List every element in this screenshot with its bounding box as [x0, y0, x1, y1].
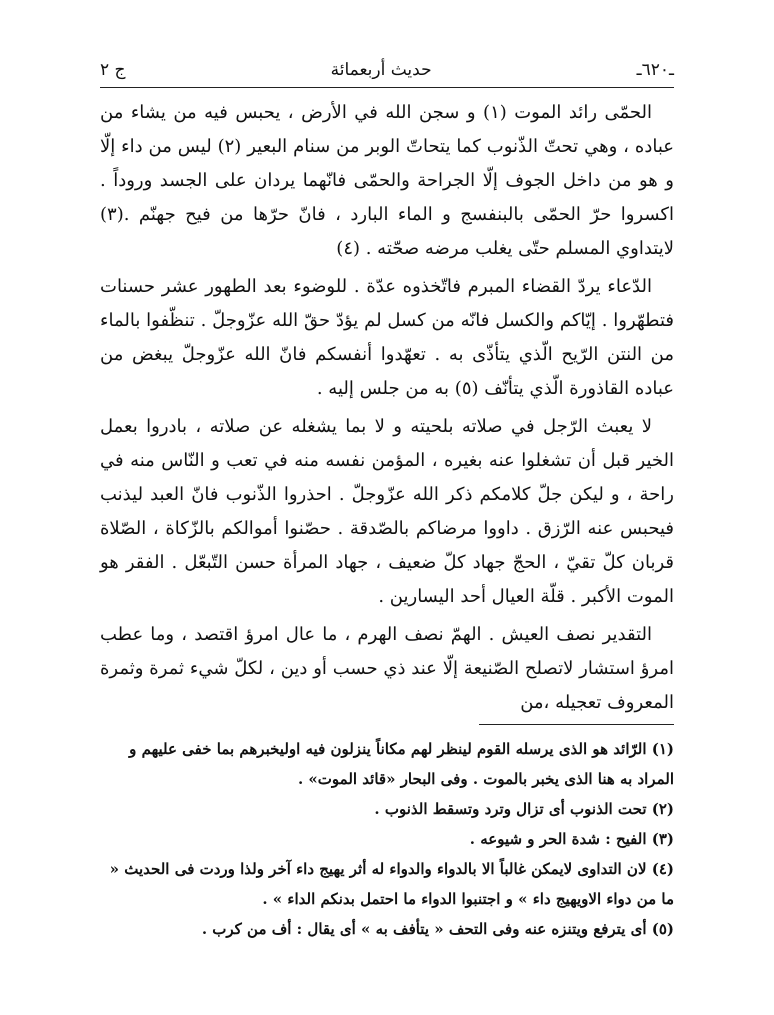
paragraph: الحمّى رائد الموت (١) و سجن الله في الأرض ، يحبس فيه من يشاء من عباده ، وهي تحتّ الذّنوب كما يتحاتّ الوبر من سنام البعير (٢) ليس من داء إلّا و هو من داخل الجوف إلّا الجراحة والحمّى فانّهما يردان على الجسد وروداً . اكسروا حرّ الحمّى بالبنفسج و الماء البارد ، فانّ حرّها من فيح جهنّم .(٣) لايتداوي المسلم حتّى يغلب مرضه صحّته . (٤) — [100, 102, 675, 259]
page-title: حديث أربعمائة — [330, 60, 432, 80]
footnote: (١) الرّائد هو الذى يرسله القوم لينظر لهم مكاناً ينزلون فيه اوليخبرهم بما خفى عليهم و المراد به هنا الذى يخبر بالموت . وفى البحار «قائد الموت» . — [129, 740, 674, 788]
page-number: ـ٦٢٠ـ — [636, 60, 674, 80]
footnote: (٣) الفيح : شدة الحر و شيوعه . — [469, 830, 674, 848]
paragraph: التقدير نصف العيش . الهمّ نصف الهرم ، ما عال امرؤ اقتصد ، وما عطب امرؤ استشار لاتصلح الصّنيعة إلّا عند ذي حسب أو دين ، لكلّ شيء ثمرة وثمرة المعروف تعجيله ،من — [100, 624, 674, 713]
main-text — [100, 96, 674, 724]
volume-label: ج ٢ — [100, 60, 126, 80]
footnote: (٢) تحت الذنوب أى تزال وترد وتسقط الذنوب . — [374, 800, 674, 818]
footnote-separator — [479, 724, 674, 725]
paragraph: لا يعبث الرّجل في صلاته بلحيته و لا بما يشغله عن صلاته ، بادروا بعمل الخير قبل أن تشغلوا عنه بغيره ، المؤمن نفسه منه في تعب و النّاس منه في راحة ، و ليكن جلّ كلامكم ذكر الله عزّوجلّ . احذروا الذّنوب فانّ العبد ليذنب فيحبس عنه الرّزق . داووا مرضاكم بالصّدقة . حصّنوا أموالكم بالزّكاة ، الصّلاة قربان كلّ تقيّ ، الحجّ جهاد كلّ ضعيف ، جهاد المرأة حسن التّبعّل . الفقر هو الموت الأكبر . قلّة العيال أحد اليسارين . — [100, 416, 674, 607]
footnotes — [100, 734, 674, 944]
footnote: (٤) لان التداوى لايمكن غالباً الا بالدواء والدواء له أثر يهيج داء آخر ولذا وردت فى الحديث « ما من دواء الاويهيج داء » و اجتنبوا الدواء ما احتمل بدنكم الداء » . — [109, 860, 674, 908]
footnote: (٥) أى يترفع ويتنزه عنه وفى التحف « يتأفف به » أى يقال : أف من كرب . — [201, 920, 674, 938]
page-header — [100, 52, 674, 88]
header-rule — [100, 87, 674, 88]
paragraph: الدّعاء يردّ القضاء المبرم فاتّخذوه عدّة . للوضوء بعد الطهور عشر حسنات فتطهّروا . إيّاكم والكسل فانّه من كسل لم يؤدّ حقّ الله عزّوجلّ . تنظّفوا بالماء من النتن الرّيح الّذي يتأذّى به . تعهّدوا أنفسكم فانّ الله عزّوجلّ يبغض من عباده القاذورة الّذي يتأنّف (٥) به من جلس إليه . — [100, 276, 674, 399]
